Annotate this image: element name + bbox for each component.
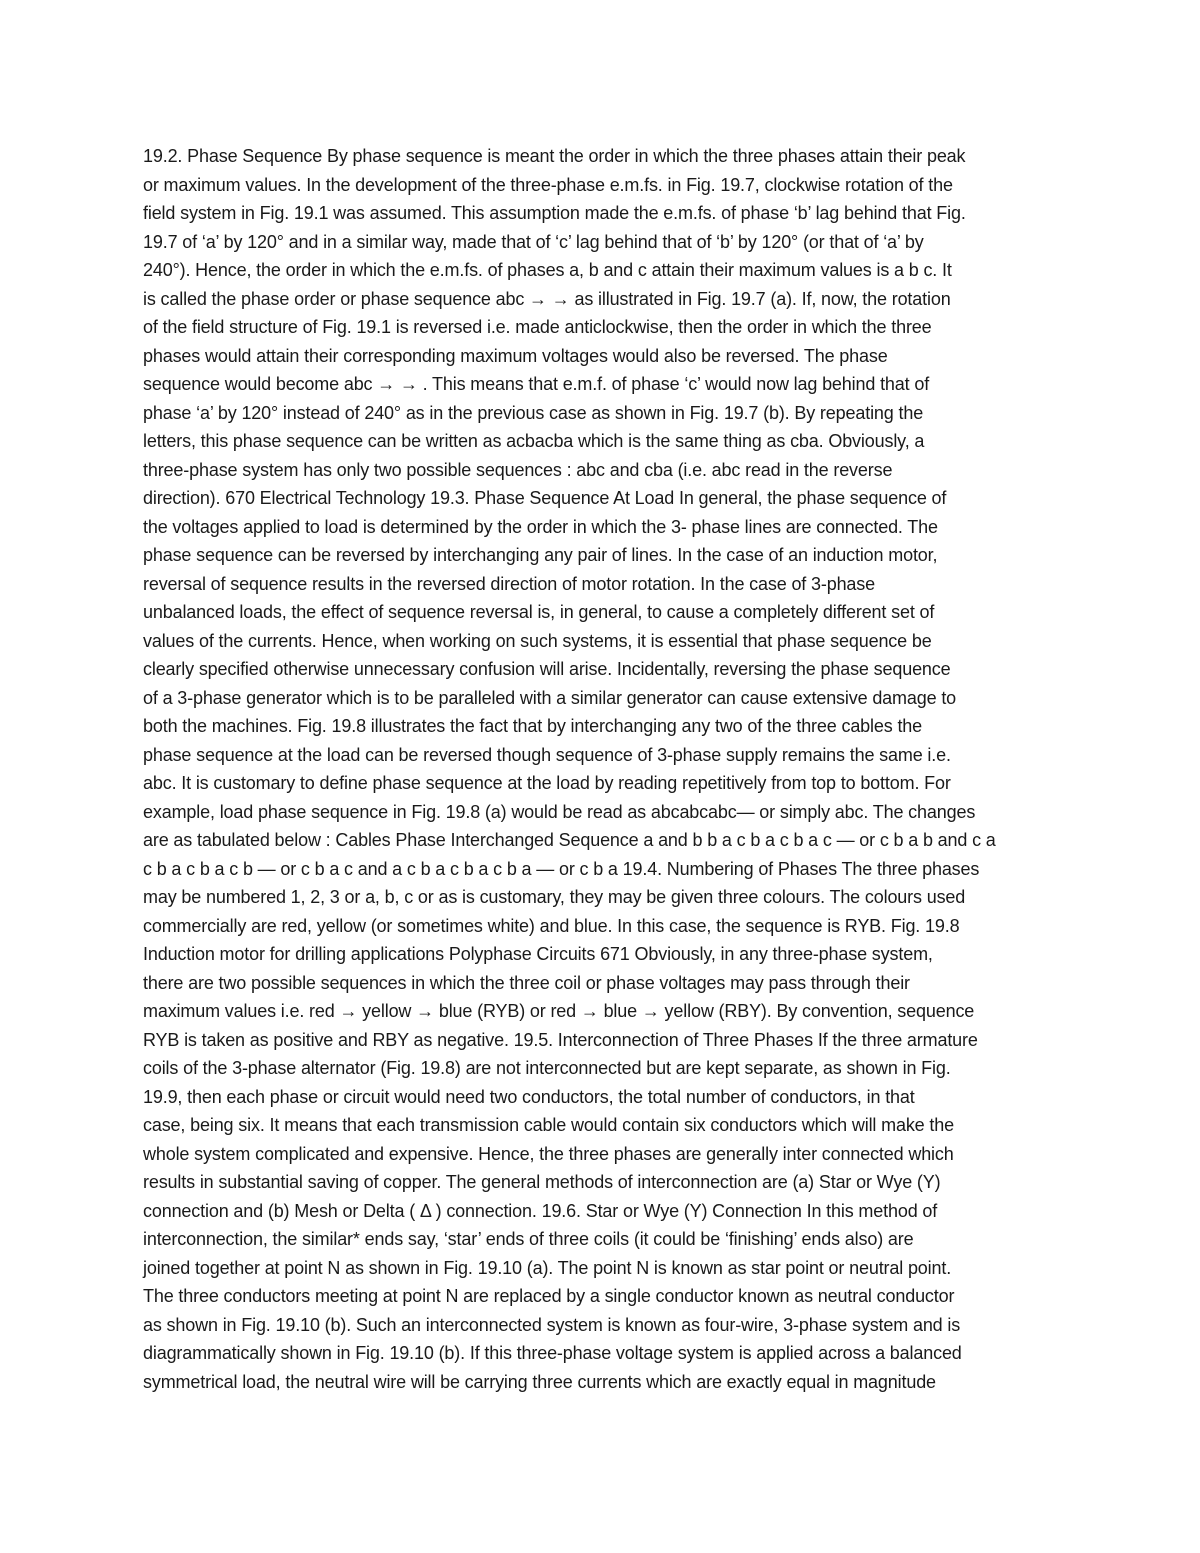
text-line: values of the currents. Hence, when working on such systems, it is essential that phase sequence be — [143, 630, 932, 651]
text-line: is called the phase order or phase sequence abc → → as illustrated in Fig. 19.7 (a). If, now, the rotation — [143, 288, 951, 309]
text-line: joined together at point N as shown in Fig. 19.10 (a). The point N is known as star point or neutral point. — [143, 1257, 952, 1278]
body-text — [143, 142, 1083, 1396]
text-line: phase sequence can be reversed by interchanging any pair of lines. In the case of an induction motor, — [143, 545, 938, 565]
text-line: field system in Fig. 19.1 was assumed. This assumption made the e.m.fs. of phase ‘b’ lag behind that Fig. — [143, 203, 966, 223]
text-line: are as tabulated below : Cables Phase Interchanged Sequence a and b b a c b a c b a c — or c b a b and c a — [143, 830, 996, 850]
text-line: there are two possible sequences in which the three coil or phase voltages may pass through their — [143, 972, 910, 993]
text-line: c b a c b a c b — or c b a c and a c b a c b a c b a — or c b a 19.4. Numbering of Phases The three phases — [143, 858, 980, 879]
text-line: may be numbered 1, 2, 3 or a, b, c or as is customary, they may be given three colours. The colours used — [143, 887, 966, 907]
text-line: sequence would become abc → → . This means that e.m.f. of phase ‘c’ would now lag behind that of — [143, 374, 930, 394]
text-line: the voltages applied to load is determined by the order in which the 3- phase lines are connected. The — [143, 516, 938, 537]
text-line: or maximum values. In the development of the three-phase e.m.fs. in Fig. 19.7, clockwise rotation of the — [143, 174, 953, 195]
text-line: results in substantial saving of copper. The general methods of interconnection are (a) Star or Wye (Y) — [143, 1172, 941, 1192]
text-line: abc. It is customary to define phase sequence at the load by reading repetitively from top to bottom. For — [143, 773, 951, 793]
text-line: symmetrical load, the neutral wire will be carrying three currents which are exactly equal in magnitude — [143, 1371, 936, 1392]
text-line: direction). 670 Electrical Technology 19.3. Phase Sequence At Load In general, the phase sequence of — [143, 488, 947, 508]
text-line: diagrammatically shown in Fig. 19.10 (b). If this three-phase voltage system is applied across a balanced — [143, 1343, 962, 1363]
text-line: as shown in Fig. 19.10 (b). Such an interconnected system is known as four-wire, 3-phase system and is — [143, 1314, 961, 1335]
text-line: 19.9, then each phase or circuit would need two conductors, the total number of conductors, in that — [143, 1086, 915, 1107]
text-line: example, load phase sequence in Fig. 19.8 (a) would be read as abcabcabc— or simply abc. The changes — [143, 801, 976, 822]
text-line: maximum values i.e. red → yellow → blue (RYB) or red → blue → yellow (RBY). By convention, sequence — [143, 1001, 975, 1021]
text-line: phase ‘a’ by 120° instead of 240° as in the previous case as shown in Fig. 19.7 (b). By repeating the — [143, 402, 924, 423]
text-line: Induction motor for drilling applications Polyphase Circuits 671 Obviously, in any three-phase system, — [143, 944, 933, 964]
text-line: phases would attain their corresponding maximum voltages would also be reversed. The phase — [143, 345, 888, 366]
text-line: phase sequence at the load can be reversed though sequence of 3-phase supply remains the same i.e. — [143, 744, 951, 765]
text-line: unbalanced loads, the effect of sequence reversal is, in general, to cause a completely different set of — [143, 602, 935, 622]
text-line: both the machines. Fig. 19.8 illustrates the fact that by interchanging any two of the three cables the — [143, 716, 923, 736]
text-line: coils of the 3-phase alternator (Fig. 19.8) are not interconnected but are kept separate, as shown in Fig. — [143, 1058, 951, 1078]
text-line: reversal of sequence results in the reversed direction of motor rotation. In the case of 3-phase — [143, 573, 876, 594]
text-line: 19.7 of ‘a’ by 120° and in a similar way, made that of ‘c’ lag behind that of ‘b’ by 120° (or that of ‘a’ by — [143, 231, 924, 252]
text-line: 240°). Hence, the order in which the e.m.fs. of phases a, b and c attain their maximum values is a b c. It — [143, 260, 952, 280]
text-line: RYB is taken as positive and RBY as negative. 19.5. Interconnection of Three Phases If the three armature — [143, 1029, 978, 1050]
text-line: interconnection, the similar* ends say, ‘star’ ends of three coils (it could be ‘finishing’ ends also) are — [143, 1229, 914, 1249]
text-line: 19.2. Phase Sequence By phase sequence is meant the order in which the three phases attain their peak — [143, 146, 966, 166]
text-line: whole system complicated and expensive. Hence, the three phases are generally inter connected which — [143, 1143, 954, 1164]
text-line: of the field structure of Fig. 19.1 is reversed i.e. made anticlockwise, then the order in which the three — [143, 317, 932, 337]
text-line: The three conductors meeting at point N are replaced by a single conductor known as neutral conductor — [143, 1286, 955, 1306]
text-line: connection and (b) Mesh or Delta ( Δ ) connection. 19.6. Star or Wye (Y) Connection In this method of — [143, 1200, 938, 1221]
text-line: letters, this phase sequence can be written as acbacba which is the same thing as cba. Obviously, a — [143, 431, 925, 451]
text-line: three-phase system has only two possible sequences : abc and cba (i.e. abc read in the reverse — [143, 459, 893, 480]
text-line: commercially are red, yellow (or sometimes white) and blue. In this case, the sequence is RYB. Fig. 19.8 — [143, 915, 960, 936]
text-line: clearly specified otherwise unnecessary confusion will arise. Incidentally, reversing the phase sequence — [143, 659, 951, 679]
text-line: of a 3-phase generator which is to be paralleled with a similar generator can cause extensive damage to — [143, 687, 957, 708]
text-line: case, being six. It means that each transmission cable would contain six conductors which will make the — [143, 1115, 954, 1135]
